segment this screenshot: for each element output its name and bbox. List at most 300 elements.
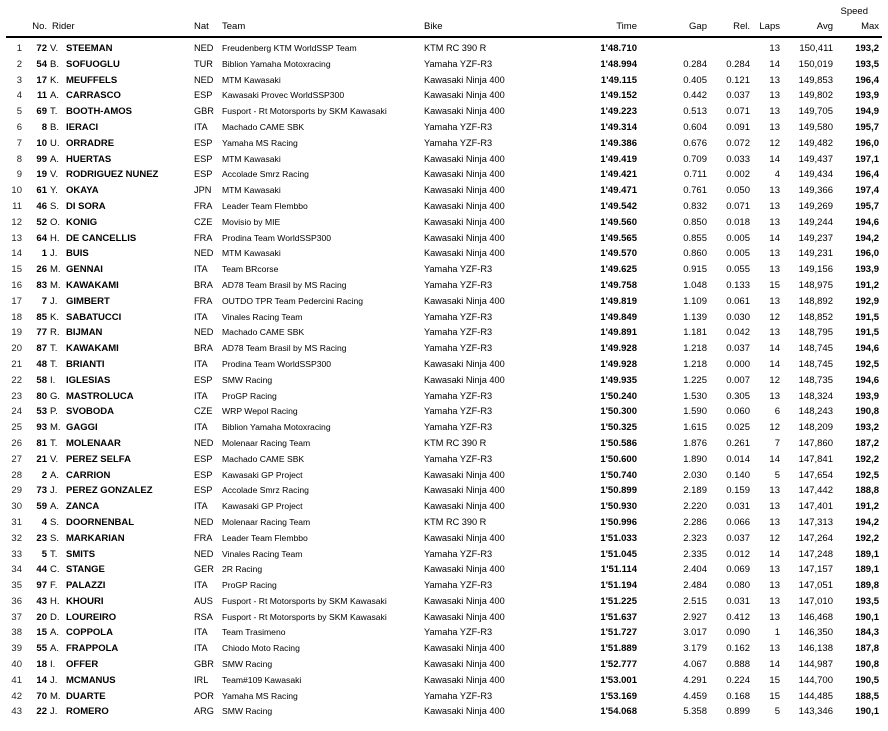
best-time: 1'48.710 — [600, 43, 637, 54]
nationality: NED — [194, 248, 214, 259]
max-speed: 195,7 — [855, 200, 880, 212]
nationality: AUS — [194, 595, 213, 606]
avg-speed: 148,243 — [798, 406, 833, 418]
bike-model: Kawasaki Ninja 400 — [424, 611, 505, 622]
rider-initial: G. — [50, 390, 61, 402]
rider-initial: V. — [50, 453, 59, 465]
avg-speed: 147,860 — [798, 437, 833, 449]
best-time: 1'51.194 — [600, 580, 637, 592]
avg-speed: 149,705 — [798, 106, 833, 118]
bike-model: Yamaha YZF-R3 — [424, 58, 493, 69]
gap-to-leader: 2.335 — [683, 548, 707, 560]
gap-relative: 0.140 — [726, 469, 750, 481]
best-time: 1'49.928 — [600, 343, 637, 355]
laps-count: 6 — [774, 406, 780, 418]
laps-count: 15 — [769, 690, 780, 702]
gap-relative: 0.224 — [726, 674, 750, 686]
max-speed: 193,2 — [855, 43, 880, 54]
rider-surname: BOOTH-AMOS — [66, 106, 132, 118]
laps-count: 13 — [769, 248, 780, 260]
avg-speed: 149,366 — [798, 185, 833, 197]
team-name: Team#109 Kawasaki — [222, 674, 302, 685]
laps-count: 14 — [769, 153, 780, 165]
rider-surname: GIMBERT — [66, 295, 110, 307]
max-speed: 194,6 — [855, 216, 880, 228]
gap-to-leader: 0.915 — [683, 264, 707, 276]
result-row — [6, 310, 882, 326]
bike-model: Kawasaki Ninja 400 — [424, 501, 505, 512]
col-bike: Bike — [424, 18, 554, 37]
gap-to-leader: 1.890 — [683, 453, 707, 465]
result-row — [6, 531, 882, 547]
max-speed: 194,2 — [855, 232, 880, 244]
laps-count: 5 — [774, 469, 780, 481]
gap-relative: 0.888 — [726, 659, 750, 671]
rider-number: 17 — [36, 74, 47, 86]
result-row — [6, 373, 882, 389]
rider-number: 44 — [36, 564, 47, 576]
position: 3 — [16, 74, 22, 86]
gap-to-leader: 0.442 — [683, 90, 707, 102]
max-speed: 191,2 — [855, 279, 880, 291]
col-position — [6, 18, 30, 37]
nationality: CZE — [194, 406, 213, 417]
team-name: Kawasaki GP Project — [222, 469, 303, 480]
team-name: ProGP Racing — [222, 390, 277, 401]
nationality: NED — [194, 437, 214, 448]
result-row — [6, 625, 882, 641]
bike-model: KTM RC 390 R — [424, 516, 487, 527]
best-time: 1'49.891 — [600, 327, 637, 339]
rider-initial: T. — [50, 358, 58, 370]
gap-relative: 0.037 — [726, 90, 750, 102]
rider-surname: DUARTE — [66, 690, 106, 702]
gap-to-leader: 2.927 — [683, 611, 707, 623]
rider-surname: KONIG — [66, 216, 98, 228]
avg-speed: 149,853 — [798, 74, 833, 86]
gap-to-leader: 0.761 — [683, 185, 707, 197]
laps-count: 12 — [769, 311, 780, 323]
rider-number: 52 — [36, 216, 47, 228]
rider-initial: J. — [50, 485, 58, 497]
rider-surname: PEREZ SELFA — [66, 453, 131, 465]
laps-count: 13 — [769, 121, 780, 133]
bike-model: Kawasaki Ninja 400 — [424, 469, 505, 480]
rider-surname: ORRADRE — [66, 137, 115, 149]
rider-initial: J. — [50, 248, 58, 260]
rider-surname: BUIS — [66, 248, 89, 260]
team-name: Biblion Yamaha Motoxracing — [222, 58, 331, 69]
rider-initial: H. — [50, 595, 60, 607]
avg-speed: 146,468 — [798, 611, 833, 623]
avg-speed: 147,248 — [798, 548, 833, 560]
best-time: 1'49.314 — [600, 121, 637, 133]
position: 14 — [11, 248, 22, 260]
position: 37 — [11, 611, 22, 623]
result-row — [6, 73, 882, 89]
nationality: CZE — [194, 216, 213, 227]
avg-speed: 149,244 — [798, 216, 833, 228]
gap-relative — [710, 37, 753, 57]
rider-initial: H. — [50, 232, 60, 244]
rider-surname: SMITS — [66, 548, 96, 560]
rider-surname: CARRASCO — [66, 90, 121, 102]
gap-relative: 0.012 — [726, 548, 750, 560]
rider-number: 23 — [36, 532, 47, 544]
nationality: ESP — [194, 137, 213, 148]
rider-number: 73 — [36, 485, 47, 497]
bike-model: Kawasaki Ninja 400 — [424, 595, 505, 606]
avg-speed: 147,841 — [798, 453, 833, 465]
rider-initial: I. — [50, 659, 56, 671]
max-speed: 192,2 — [855, 453, 880, 465]
best-time: 1'49.565 — [600, 232, 637, 244]
rider-initial: V. — [50, 43, 59, 54]
rider-number: 10 — [36, 137, 47, 149]
best-time: 1'49.625 — [600, 264, 637, 276]
gap-to-leader: 1.615 — [683, 422, 707, 434]
gap-relative: 0.080 — [726, 580, 750, 592]
gap-relative: 0.069 — [726, 564, 750, 576]
max-speed: 193,9 — [855, 90, 880, 102]
rider-surname: PEREZ GONZALEZ — [66, 485, 153, 497]
result-row — [6, 231, 882, 247]
laps-count: 12 — [769, 137, 780, 149]
rider-initial: F. — [50, 580, 58, 592]
result-row — [6, 436, 882, 452]
gap-to-leader: 4.291 — [683, 674, 707, 686]
laps-count: 13 — [769, 564, 780, 576]
team-name: Vinales Racing Team — [222, 311, 303, 322]
gap-relative: 0.033 — [726, 153, 750, 165]
rider-surname: OFFER — [66, 659, 99, 671]
gap-relative: 0.168 — [726, 690, 750, 702]
rider-initial: B. — [50, 121, 59, 133]
team-name: 2R Racing — [222, 564, 263, 575]
gap-to-leader: 2.286 — [683, 516, 707, 528]
best-time: 1'49.758 — [600, 279, 637, 291]
results-table — [6, 5, 882, 720]
max-speed: 190,8 — [855, 406, 880, 418]
result-row — [6, 136, 882, 152]
gap-to-leader: 1.181 — [683, 327, 707, 339]
team-name: Machado CAME SBK — [222, 121, 305, 132]
team-name: MTM Kawasaki — [222, 248, 281, 259]
gap-relative: 0.066 — [726, 516, 750, 528]
position: 13 — [11, 232, 22, 244]
rider-number: 53 — [36, 406, 47, 418]
gap-relative: 0.025 — [726, 422, 750, 434]
avg-speed: 149,434 — [798, 169, 833, 181]
avg-speed: 143,346 — [798, 706, 833, 718]
position: 17 — [11, 295, 22, 307]
best-time: 1'50.930 — [600, 501, 637, 513]
max-speed: 192,9 — [855, 295, 880, 307]
rider-initial: A. — [50, 153, 59, 165]
laps-count: 13 — [769, 90, 780, 102]
avg-speed: 148,745 — [798, 343, 833, 355]
gap-to-leader: 5.358 — [683, 706, 707, 718]
rider-surname: KAWAKAMI — [66, 279, 119, 291]
bike-model: Kawasaki Ninja 400 — [424, 358, 505, 369]
column-header-row — [6, 18, 882, 37]
gap-relative: 0.005 — [726, 232, 750, 244]
best-time: 1'49.386 — [600, 137, 637, 149]
header-spacer — [6, 5, 783, 18]
rider-initial: J. — [50, 674, 58, 686]
nationality: FRA — [194, 295, 213, 306]
result-row — [6, 547, 882, 563]
laps-count: 14 — [769, 548, 780, 560]
gap-relative: 0.031 — [726, 595, 750, 607]
position: 33 — [11, 548, 22, 560]
gap-relative: 0.000 — [726, 358, 750, 370]
rider-number: 18 — [36, 659, 47, 671]
laps-count: 14 — [769, 453, 780, 465]
laps-count: 13 — [769, 595, 780, 607]
position: 7 — [16, 137, 22, 149]
col-nat: Nat — [194, 18, 222, 37]
rider-initial: S. — [50, 516, 59, 528]
result-row — [6, 452, 882, 468]
team-name: SMW Racing — [222, 659, 273, 670]
team-name: Leader Team Flembbo — [222, 200, 308, 211]
rider-initial: M. — [50, 690, 61, 702]
gap-to-leader: 0.855 — [683, 232, 707, 244]
gap-to-leader: 0.604 — [683, 121, 707, 133]
rider-surname: OKAYA — [66, 185, 99, 197]
result-row — [6, 246, 882, 262]
best-time: 1'49.542 — [600, 200, 637, 212]
nationality: BRA — [194, 343, 213, 354]
best-time: 1'50.240 — [600, 390, 637, 402]
best-time: 1'49.928 — [600, 358, 637, 370]
gap-to-leader: 2.515 — [683, 595, 707, 607]
result-row — [6, 57, 882, 73]
bike-model: Kawasaki Ninja 400 — [424, 643, 505, 654]
max-speed: 196,0 — [855, 137, 880, 149]
nationality: NED — [194, 548, 214, 559]
avg-speed: 148,852 — [798, 311, 833, 323]
max-speed: 188,8 — [855, 485, 880, 497]
gap-relative: 0.007 — [726, 374, 750, 386]
position: 2 — [16, 58, 22, 70]
rider-initial: T. — [50, 437, 58, 449]
bike-model: Yamaha YZF-R3 — [424, 311, 493, 322]
rider-surname: MCMANUS — [66, 674, 116, 686]
gap-to-leader: 4.459 — [683, 690, 707, 702]
position: 30 — [11, 501, 22, 513]
team-name: Leader Team Flembbo — [222, 532, 308, 543]
result-row — [6, 499, 882, 515]
rider-number: 20 — [36, 611, 47, 623]
gap-to-leader: 0.850 — [683, 216, 707, 228]
nationality: GBR — [194, 106, 214, 117]
avg-speed: 149,231 — [798, 248, 833, 260]
gap-to-leader: 1.218 — [683, 358, 707, 370]
gap-relative: 0.037 — [726, 532, 750, 544]
bike-model: Kawasaki Ninja 400 — [424, 200, 505, 211]
bike-model: Yamaha YZF-R3 — [424, 279, 493, 290]
gap-to-leader: 0.405 — [683, 74, 707, 86]
max-speed: 192,2 — [855, 532, 880, 544]
bike-model: Kawasaki Ninja 400 — [424, 232, 505, 243]
position: 42 — [11, 690, 22, 702]
laps-count: 13 — [769, 74, 780, 86]
gap-relative: 0.071 — [726, 106, 750, 118]
rider-initial: S. — [50, 200, 59, 212]
nationality: FRA — [194, 232, 213, 243]
avg-speed: 144,700 — [798, 674, 833, 686]
laps-count: 5 — [774, 706, 780, 718]
position: 12 — [11, 216, 22, 228]
nationality: ESP — [194, 485, 213, 496]
result-row — [6, 483, 882, 499]
team-name: Kawasaki GP Project — [222, 501, 303, 512]
bike-model: Kawasaki Ninja 400 — [424, 295, 505, 306]
laps-count: 15 — [769, 279, 780, 291]
gap-to-leader: 1.139 — [683, 311, 707, 323]
bike-model: Kawasaki Ninja 400 — [424, 74, 505, 85]
rider-initial: R. — [50, 327, 60, 339]
team-name: SMW Racing — [222, 374, 273, 385]
result-row — [6, 689, 882, 705]
laps-count: 1 — [774, 627, 780, 639]
rider-surname: KAWAKAMI — [66, 343, 119, 355]
rider-initial: A. — [50, 90, 59, 102]
max-speed: 194,2 — [855, 516, 880, 528]
avg-speed: 147,654 — [798, 469, 833, 481]
gap-to-leader: 0.860 — [683, 248, 707, 260]
bike-model: Kawasaki Ninja 400 — [424, 659, 505, 670]
speed-group-row — [6, 5, 882, 18]
best-time: 1'48.994 — [600, 58, 637, 70]
max-speed: 193,5 — [855, 595, 880, 607]
team-name: Fusport - Rt Motorsports by SKM Kawasaki — [222, 611, 387, 622]
max-speed: 189,1 — [855, 564, 880, 576]
rider-number: 22 — [36, 706, 47, 718]
rider-number: 85 — [36, 311, 47, 323]
max-speed: 192,5 — [855, 358, 880, 370]
bike-model: Yamaha YZF-R3 — [424, 627, 493, 638]
gap-to-leader: 3.017 — [683, 627, 707, 639]
best-time: 1'54.068 — [600, 706, 637, 718]
result-row — [6, 104, 882, 120]
max-speed: 193,2 — [855, 422, 880, 434]
nationality: ARG — [194, 706, 214, 717]
result-row — [6, 278, 882, 294]
bike-model: Kawasaki Ninja 400 — [424, 216, 505, 227]
bike-model: Yamaha YZF-R3 — [424, 390, 493, 401]
rider-surname: SVOBODA — [66, 406, 115, 418]
nationality: ITA — [194, 358, 208, 369]
gap-relative: 0.055 — [726, 264, 750, 276]
result-row — [6, 594, 882, 610]
laps-count: 13 — [769, 580, 780, 592]
result-row — [6, 325, 882, 341]
result-row — [6, 357, 882, 373]
result-row — [6, 641, 882, 657]
gap-relative: 0.091 — [726, 121, 750, 133]
position: 4 — [16, 90, 22, 102]
rider-surname: GAGGI — [66, 422, 98, 434]
nationality: ESP — [194, 469, 213, 480]
rider-surname: BIJMAN — [66, 327, 103, 339]
max-speed: 197,1 — [855, 153, 880, 165]
result-row — [6, 294, 882, 310]
rider-number: 99 — [36, 153, 47, 165]
best-time: 1'51.727 — [600, 627, 637, 639]
gap-to-leader: 1.225 — [683, 374, 707, 386]
max-speed: 193,5 — [855, 58, 880, 70]
bike-model: Yamaha YZF-R3 — [424, 548, 493, 559]
result-row — [6, 37, 882, 57]
nationality: ITA — [194, 501, 208, 512]
rider-surname: GENNAI — [66, 264, 103, 276]
result-row — [6, 404, 882, 420]
laps-count: 7 — [774, 437, 780, 449]
avg-speed: 148,892 — [798, 295, 833, 307]
col-max-speed: Max — [836, 18, 882, 37]
gap-relative: 0.031 — [726, 501, 750, 513]
max-speed: 189,1 — [855, 548, 880, 560]
col-team: Team — [222, 18, 424, 37]
best-time: 1'52.777 — [600, 659, 637, 671]
result-row — [6, 562, 882, 578]
best-time: 1'51.225 — [600, 595, 637, 607]
best-time: 1'49.115 — [600, 74, 637, 86]
bike-model: Kawasaki Ninja 400 — [424, 485, 505, 496]
gap-relative: 0.060 — [726, 406, 750, 418]
gap-to-leader: 0.284 — [683, 58, 707, 70]
position: 10 — [11, 185, 22, 197]
rider-number: 59 — [36, 501, 47, 513]
rider-number: 87 — [36, 343, 47, 355]
rider-number: 19 — [36, 169, 47, 181]
laps-count: 14 — [769, 358, 780, 370]
avg-speed: 149,802 — [798, 90, 833, 102]
rider-number: 26 — [36, 264, 47, 276]
gap-relative: 0.899 — [726, 706, 750, 718]
avg-speed: 148,745 — [798, 358, 833, 370]
rider-surname: COPPOLA — [66, 627, 113, 639]
col-rider: Rider — [50, 18, 194, 37]
max-speed: 187,2 — [855, 437, 880, 449]
rider-surname: STEEMAN — [66, 43, 113, 54]
rider-surname: KHOURI — [66, 595, 104, 607]
team-name: Accolade Smrz Racing — [222, 169, 309, 180]
result-row — [6, 152, 882, 168]
rider-number: 7 — [41, 295, 47, 307]
best-time: 1'50.996 — [600, 516, 637, 528]
rider-number: 81 — [36, 437, 47, 449]
position: 27 — [11, 453, 22, 465]
gap-relative: 0.061 — [726, 295, 750, 307]
laps-count: 13 — [769, 611, 780, 623]
laps-count: 13 — [769, 216, 780, 228]
position: 6 — [16, 121, 22, 133]
rider-initial: T. — [50, 343, 58, 355]
rider-number: 21 — [36, 453, 47, 465]
rider-initial: O. — [50, 216, 61, 228]
gap-relative: 0.284 — [726, 58, 750, 70]
team-name: SMW Racing — [222, 706, 273, 717]
nationality: ESP — [194, 453, 213, 464]
team-name: Freudenberg KTM WorldSSP Team — [222, 43, 357, 53]
rider-surname: LOUREIRO — [66, 611, 117, 623]
laps-count: 13 — [769, 264, 780, 276]
max-speed: 196,0 — [855, 248, 880, 260]
